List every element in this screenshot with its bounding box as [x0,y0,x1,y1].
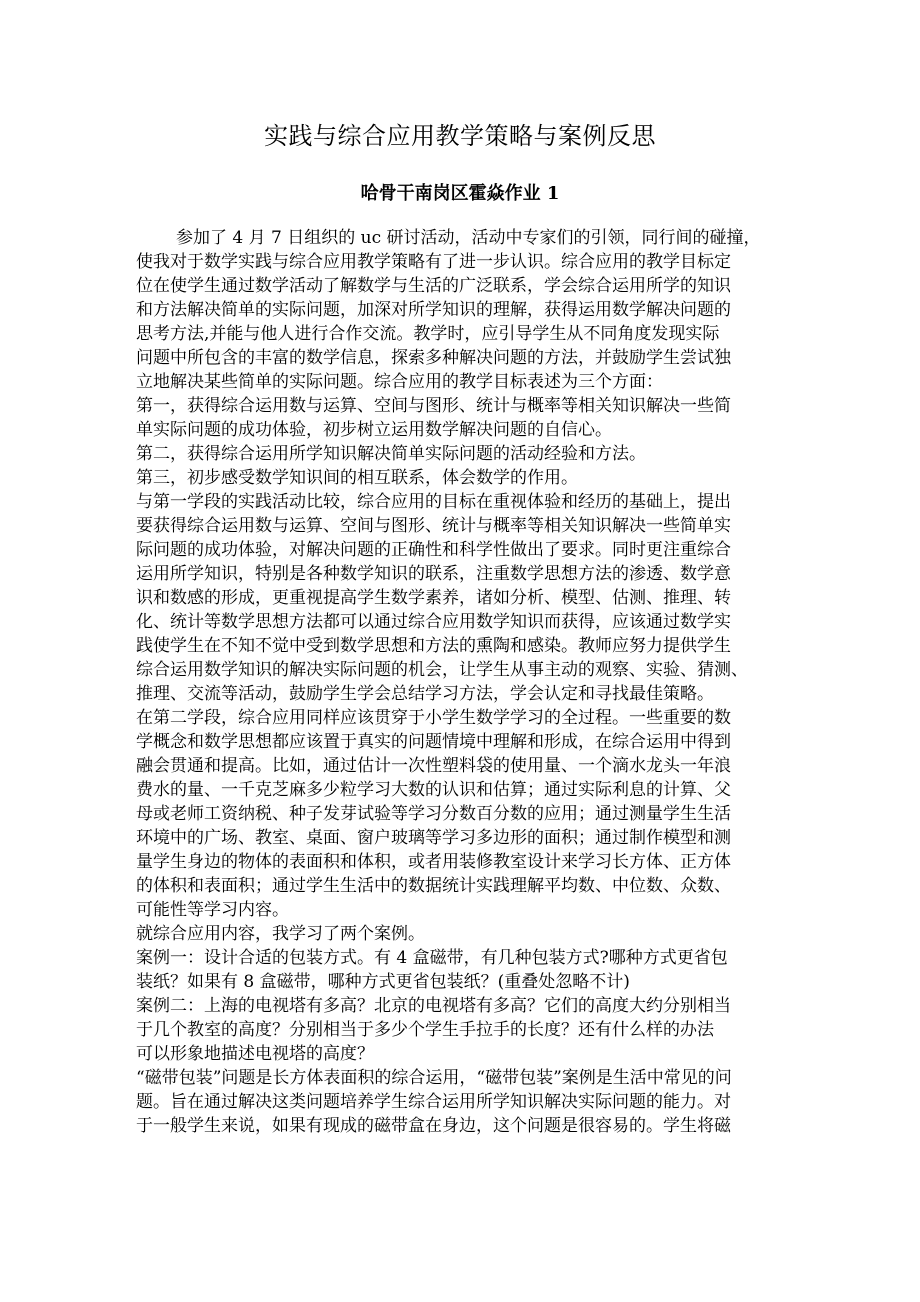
text-line: 费水的量、一千克芝麻多少粒学习大数的认识和估算；通过实际利息的计算、父 [136,780,731,800]
text-line: 量学生身边的物体的表面积和体积，或者用装修教室设计来学习长方体、正方体 [136,852,731,872]
text-line: 案例一：设计合适的包装方式。有 4 盒磁带，有几种包装方式?哪种方式更省包 [136,948,728,968]
text-line: 在第二学段，综合应用同样应该贯穿于小学生数学学习的全过程。一些重要的数 [136,708,731,728]
text-line: 第二，获得综合运用所学知识解决简单实际问题的活动经验和方法。 [136,444,646,464]
document-author-line: 哈骨干南岗区霍焱作业 1 [360,183,560,204]
text-line: 第一，获得综合运用数与运算、空间与图形、统计与概率等相关知识解决一些简 [136,396,731,416]
text-line: 践使学生在不知不觉中受到数学思想和方法的熏陶和感染。教师应努力提供学生 [136,636,731,656]
text-line: 环境中的广场、教室、桌面、窗户玻璃等学习多边形的面积；通过制作模型和测 [136,828,731,848]
text-line: “磁带包装”问题是长方体表面积的综合运用，“磁带包装”案例是生活中常见的问 [136,1068,732,1088]
text-line: 推理、交流等活动，鼓励学生学会总结学习方法，学会认定和寻找最佳策略。 [136,684,714,704]
document-body [136,226,784,1138]
text-line: 学概念和数学思想都应该置于真实的问题情境中理解和形成，在综合运用中得到 [136,732,731,752]
text-line: 第三，初步感受数学知识间的相互联系，体会数学的作用。 [136,468,578,488]
text-line: 融会贯通和提高。比如，通过估计一次性塑料袋的使用量、一个滴水龙头一年浪 [136,756,731,776]
text-line: 和方法解决简单的实际问题，加深对所学知识的理解，获得运用数学解决问题的 [136,300,731,320]
text-line: 的体积和表面积；通过学生生活中的数据统计实践理解平均数、中位数、众数、 [136,876,731,896]
document-title: 实践与综合应用教学策略与案例反思 [264,122,656,150]
text-line: 参加了 4 月 7 日组织的 uc 研讨活动，活动中专家们的引领，同行间的碰撞， [176,228,761,248]
text-line: 案例二：上海的电视塔有多高？北京的电视塔有多高？它们的高度大约分别相当 [136,996,731,1016]
text-line: 单实际问题的成功体验，初步树立运用数学解决问题的自信心。 [136,420,612,440]
text-line: 与第一学段的实践活动比较，综合应用的目标在重视体验和经历的基础上，提出 [136,492,731,512]
text-line: 装纸？如果有 8 盒磁带，哪种方式更省包装纸？(重叠处忽略不计) [136,972,630,992]
text-line: 位在使学生通过数学活动了解数学与生活的广泛联系，学会综合运用所学的知识 [136,276,731,296]
text-line: 使我对于数学实践与综合应用教学策略有了进一步认识。综合应用的教学目标定 [136,252,731,272]
text-line: 就综合应用内容，我学习了两个案例。 [136,924,425,944]
text-line: 于一般学生来说，如果有现成的磁带盒在身边，这个问题是很容易的。学生将磁 [136,1116,731,1136]
text-line: 运用所学知识，特别是各种数学知识的联系，注重数学思想方法的渗透、数学意 [136,564,731,584]
text-line: 要获得综合运用数与运算、空间与图形、统计与概率等相关知识解决一些简单实 [136,516,731,536]
text-line: 识和数感的形成，更重视提高学生数学素养，诸如分析、模型、估测、推理、转 [136,588,731,608]
text-line: 可以形象地描述电视塔的高度？ [136,1044,374,1064]
text-line: 母或老师工资纳税、种子发芽试验等学习分数百分数的应用；通过测量学生生活 [136,804,731,824]
text-line: 化、统计等数学思想方法都可以通过综合应用数学知识而获得，应该通过数学实 [136,612,731,632]
text-line: 综合运用数学知识的解决实际问题的机会，让学生从事主动的观察、实验、猜测、 [136,660,748,680]
text-line: 思考方法,并能与他人进行合作交流。教学时，应引导学生从不同角度发现实际 [136,324,720,344]
text-line: 立地解决某些简单的实际问题。综合应用的教学目标表述为三个方面： [136,372,663,392]
text-line: 题。旨在通过解决这类问题培养学生综合运用所学知识解决实际问题的能力。对 [136,1092,731,1112]
text-line: 际问题的成功体验，对解决问题的正确性和科学性做出了要求。同时更注重综合 [136,540,731,560]
text-line: 可能性等学习内容。 [136,900,289,920]
text-line: 于几个教室的高度？分别相当于多少个学生手拉手的长度？还有什么样的办法 [136,1020,714,1040]
text-line: 问题中所包含的丰富的数学信息，探索多种解决问题的方法，并鼓励学生尝试独 [136,348,731,368]
